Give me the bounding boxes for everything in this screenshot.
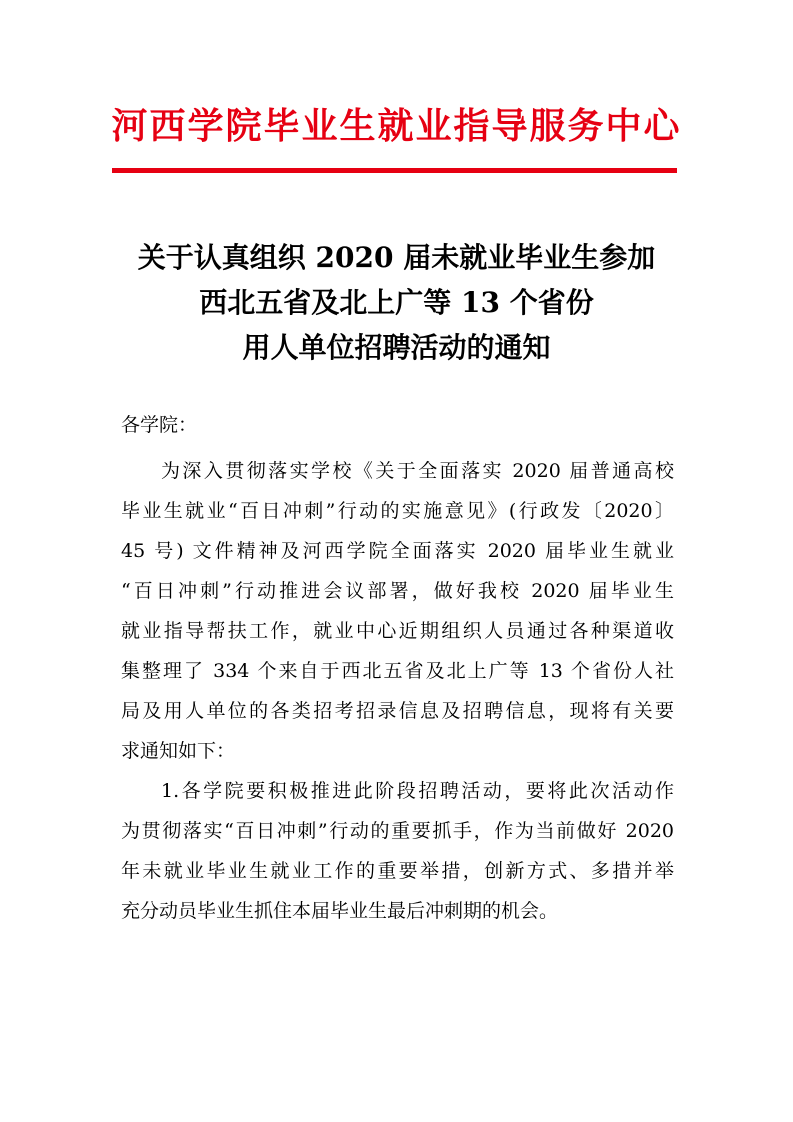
body-line: “百日冲刺”行动推进会议部署，做好我校 2020 届毕业生 bbox=[121, 580, 674, 602]
notice-body bbox=[121, 451, 674, 931]
title-line: 关于认真组织 2020 届未就业毕业生参加 bbox=[137, 241, 656, 274]
body-line: 充分动员毕业生抓住本届毕业生最后冲刺期的机会。 bbox=[121, 900, 559, 922]
salutation: 各学院： bbox=[121, 414, 198, 436]
title-line: 西北五省及北上广等 13 个省份 bbox=[199, 286, 594, 319]
body-line: 1.各学院要积极推进此阶段招聘活动，要将此次活动作 bbox=[161, 780, 674, 802]
body-line: 求通知如下： bbox=[121, 740, 236, 762]
body-line: 就业指导帮扶工作，就业中心近期组织人员通过各种渠道收 bbox=[121, 620, 674, 642]
body-line: 年未就业毕业生就业工作的重要举措，创新方式、多措并举 bbox=[121, 860, 674, 882]
body-line: 45 号) 文件精神及河西学院全面落实 2020 届毕业生就业 bbox=[121, 540, 674, 562]
title-line: 用人单位招聘活动的通知 bbox=[242, 331, 551, 364]
body-line: 局及用人单位的各类招考招录信息及招聘信息，现将有关要 bbox=[121, 700, 674, 722]
issuing-organization-header: 河西学院毕业生就业指导服务中心 bbox=[111, 105, 682, 147]
red-header-rule bbox=[112, 168, 677, 173]
body-line: 集整理了 334 个来自于西北五省及北上广等 13 个省份人社 bbox=[121, 660, 674, 682]
body-line: 毕业生就业“百日冲刺”行动的实施意见》(行政发〔2020〕 bbox=[121, 500, 674, 522]
document-title bbox=[0, 235, 793, 370]
body-line: 为贯彻落实“百日冲刺”行动的重要抓手，作为当前做好 2020 bbox=[121, 820, 674, 842]
body-line: 为深入贯彻落实学校《关于全面落实 2020 届普通高校 bbox=[161, 460, 674, 482]
